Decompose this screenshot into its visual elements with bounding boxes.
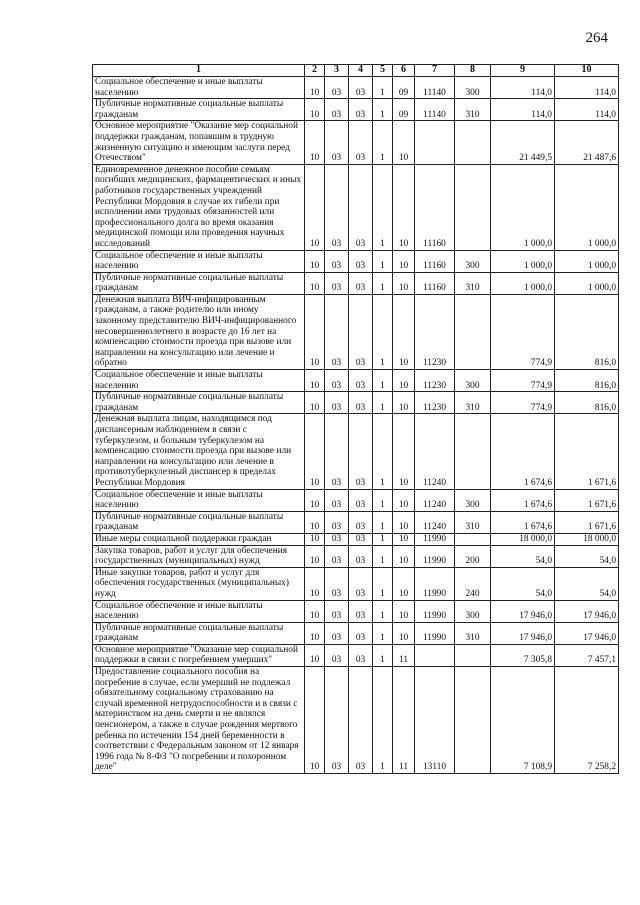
target-code: 11990 [415,622,455,644]
program-code: 03 [349,622,373,644]
column-header: 8 [455,65,491,77]
activity-code: 10 [393,392,415,414]
amount-year-2: 17 946,0 [555,600,619,622]
activity-code: 10 [393,272,415,294]
table-row [93,489,619,511]
amount-year-1: 774,9 [491,392,555,414]
amount-year-2: 114,0 [555,99,619,121]
section-code: 10 [305,294,325,369]
table-row [93,533,619,545]
amount-year-1: 1 674,6 [491,414,555,489]
column-header: 10 [555,65,619,77]
column-header: 2 [305,65,325,77]
row-name: Основное мероприятие "Оказание мер социальной поддержки в связи с погребением умерших" [93,644,305,666]
target-code: 11990 [415,600,455,622]
target-code: 11230 [415,370,455,392]
subsection-code: 03 [325,370,349,392]
expense-type-code [455,644,491,666]
column-header: 6 [393,65,415,77]
row-name: Публичные нормативные социальные выплаты гражданам [93,272,305,294]
subsection-code: 03 [325,489,349,511]
activity-code: 10 [393,294,415,369]
subprogram-code: 1 [373,250,393,272]
subprogram-code: 1 [373,567,393,600]
row-name: Социальное обеспечение и иные выплаты населению [93,77,305,99]
amount-year-2: 1 000,0 [555,250,619,272]
expense-type-code: 240 [455,567,491,600]
amount-year-2: 816,0 [555,294,619,369]
subprogram-code: 1 [373,414,393,489]
row-name: Публичные нормативные социальные выплаты гражданам [93,622,305,644]
activity-code: 10 [393,622,415,644]
target-code: 11160 [415,250,455,272]
program-code: 03 [349,272,373,294]
subsection-code: 03 [325,121,349,164]
subsection-code: 03 [325,272,349,294]
expense-type-code [455,121,491,164]
section-code: 10 [305,533,325,545]
table-row [93,164,619,250]
program-code: 03 [349,489,373,511]
amount-year-1: 18 000,0 [491,533,555,545]
section-code: 10 [305,511,325,533]
expense-type-code [455,667,491,774]
table-row [93,622,619,644]
row-name: Основное мероприятие "Оказание мер социальной поддержки гражданам, попавшим в трудную жизненную ситуацию и имеющим заслуги перед Отечеством" [93,121,305,164]
expense-type-code: 310 [455,622,491,644]
expense-type-code [455,533,491,545]
section-code: 10 [305,77,325,99]
subprogram-code: 1 [373,272,393,294]
header-row [93,65,619,77]
program-code: 03 [349,644,373,666]
expense-type-code: 300 [455,370,491,392]
program-code: 03 [349,250,373,272]
amount-year-1: 7 108,9 [491,667,555,774]
section-code: 10 [305,414,325,489]
program-code: 03 [349,164,373,250]
amount-year-2: 7 258,2 [555,667,619,774]
amount-year-1: 54,0 [491,567,555,600]
activity-code: 10 [393,164,415,250]
activity-code: 11 [393,644,415,666]
column-header: 9 [491,65,555,77]
program-code: 03 [349,370,373,392]
subprogram-code: 1 [373,622,393,644]
table-row [93,121,619,164]
subsection-code: 03 [325,164,349,250]
target-code: 11240 [415,489,455,511]
subsection-code: 03 [325,533,349,545]
section-code: 10 [305,667,325,774]
subsection-code: 03 [325,667,349,774]
row-name: Закупка товаров, работ и услуг для обеспечения государственных (муниципальных) нужд [93,545,305,567]
program-code: 03 [349,511,373,533]
target-code: 11140 [415,99,455,121]
section-code: 10 [305,99,325,121]
program-code: 03 [349,392,373,414]
program-code: 03 [349,600,373,622]
amount-year-2: 18 000,0 [555,533,619,545]
program-code: 03 [349,77,373,99]
target-code: 11990 [415,567,455,600]
amount-year-2: 17 946,0 [555,622,619,644]
amount-year-2: 1 671,6 [555,511,619,533]
row-name: Социальное обеспечение и иные выплаты населению [93,250,305,272]
amount-year-2: 7 457,1 [555,644,619,666]
row-name: Единовременное денежное пособие семьям погибших медицинских, фармацевтических и иных работников государственных учреждений Республики Мордовия в случае их гибели при исполнении ими трудовых обязанностей или профессионального долга во время оказания медицинской помощи или проведения научных исследований [93,164,305,250]
table-body [93,77,619,774]
expense-type-code: 300 [455,77,491,99]
amount-year-1: 774,9 [491,294,555,369]
subsection-code: 03 [325,250,349,272]
target-code: 13110 [415,667,455,774]
row-name: Публичные нормативные социальные выплаты гражданам [93,511,305,533]
column-header: 4 [349,65,373,77]
subsection-code: 03 [325,600,349,622]
activity-code: 10 [393,250,415,272]
table-row [93,370,619,392]
subprogram-code: 1 [373,99,393,121]
table-row [93,392,619,414]
subprogram-code: 1 [373,370,393,392]
row-name: Публичные нормативные социальные выплаты гражданам [93,99,305,121]
table-row [93,644,619,666]
amount-year-1: 1 674,6 [491,511,555,533]
target-code: 11230 [415,392,455,414]
expense-type-code: 300 [455,250,491,272]
subsection-code: 03 [325,294,349,369]
table-row [93,600,619,622]
amount-year-2: 816,0 [555,370,619,392]
expense-type-code: 310 [455,272,491,294]
amount-year-1: 17 946,0 [491,622,555,644]
amount-year-2: 1 000,0 [555,272,619,294]
section-code: 10 [305,567,325,600]
amount-year-1: 54,0 [491,545,555,567]
program-code: 03 [349,567,373,600]
subprogram-code: 1 [373,600,393,622]
expense-type-code: 300 [455,600,491,622]
subprogram-code: 1 [373,667,393,774]
subprogram-code: 1 [373,164,393,250]
amount-year-1: 1 000,0 [491,272,555,294]
row-name: Социальное обеспечение и иные выплаты населению [93,489,305,511]
amount-year-1: 21 449,5 [491,121,555,164]
target-code: 11230 [415,294,455,369]
subprogram-code: 1 [373,77,393,99]
section-code: 10 [305,164,325,250]
subsection-code: 03 [325,414,349,489]
row-name: Денежная выплата ВИЧ-инфицированным гражданам, а также родителю или иному законному представителю ВИЧ-инфицированного несовершеннолетнего в возрасте до 16 лет на компенсацию стоимости проезда при вызове или направлении на консультацию или лечение и обратно [93,294,305,369]
subsection-code: 03 [325,622,349,644]
table-row [93,272,619,294]
column-header: 5 [373,65,393,77]
subprogram-code: 1 [373,644,393,666]
table-row [93,511,619,533]
amount-year-2: 816,0 [555,392,619,414]
table-row [93,567,619,600]
section-code: 10 [305,121,325,164]
activity-code: 11 [393,667,415,774]
amount-year-2: 1 671,6 [555,489,619,511]
program-code: 03 [349,667,373,774]
program-code: 03 [349,99,373,121]
row-name: Предоставление социального пособия на погребение в случае, если умерший не подлежал обязательному социальному страхованию на случай временной нетрудоспособности и в связи с материнством на день смерти и не являлся пенсионером, а также в случае рождения мертвого ребенка по истечении 154 дней беременности в соответствии с Федеральным законом от 12 января 1996 года № 8-ФЗ "О погребении и похоронном деле" [93,667,305,774]
row-name: Социальное обеспечение и иные выплаты населению [93,370,305,392]
activity-code: 10 [393,533,415,545]
activity-code: 10 [393,489,415,511]
section-code: 10 [305,489,325,511]
subsection-code: 03 [325,644,349,666]
subsection-code: 03 [325,392,349,414]
amount-year-2: 114,0 [555,77,619,99]
subprogram-code: 1 [373,392,393,414]
amount-year-1: 114,0 [491,99,555,121]
activity-code: 09 [393,99,415,121]
row-name: Социальное обеспечение и иные выплаты населению [93,600,305,622]
program-code: 03 [349,533,373,545]
activity-code: 10 [393,600,415,622]
table-row [93,667,619,774]
target-code [415,644,455,666]
target-code: 11240 [415,414,455,489]
section-code: 10 [305,370,325,392]
amount-year-2: 1 671,6 [555,414,619,489]
section-code: 10 [305,600,325,622]
amount-year-1: 1 674,6 [491,489,555,511]
table-row [93,99,619,121]
expense-type-code: 200 [455,545,491,567]
subprogram-code: 1 [373,294,393,369]
program-code: 03 [349,294,373,369]
target-code [415,121,455,164]
section-code: 10 [305,622,325,644]
program-code: 03 [349,121,373,164]
subprogram-code: 1 [373,121,393,164]
amount-year-2: 54,0 [555,567,619,600]
subprogram-code: 1 [373,489,393,511]
subprogram-code: 1 [373,511,393,533]
target-code: 11990 [415,533,455,545]
activity-code: 10 [393,545,415,567]
amount-year-2: 54,0 [555,545,619,567]
program-code: 03 [349,545,373,567]
amount-year-2: 21 487,6 [555,121,619,164]
page-number: 264 [585,30,608,46]
table-row [93,545,619,567]
target-code: 11990 [415,545,455,567]
column-header: 7 [415,65,455,77]
table-row [93,414,619,489]
expense-type-code [455,414,491,489]
expense-type-code: 300 [455,489,491,511]
target-code: 11240 [415,511,455,533]
expense-type-code [455,294,491,369]
activity-code: 10 [393,511,415,533]
activity-code: 10 [393,370,415,392]
row-name: Денежная выплата лицам, находящимся под диспансерным наблюдением в связи с туберкулезом, и больным туберкулезом на компенсацию стоимости проезда при вызове или направлении на консультацию или лечение в противотуберкулезный диспансер в пределах Республики Мордовия [93,414,305,489]
row-name: Иные закупки товаров, работ и услуг для обеспечения государственных (муниципальных) нужд [93,567,305,600]
activity-code: 10 [393,414,415,489]
subsection-code: 03 [325,545,349,567]
amount-year-1: 17 946,0 [491,600,555,622]
subsection-code: 03 [325,77,349,99]
section-code: 10 [305,250,325,272]
expense-type-code: 310 [455,511,491,533]
row-name: Публичные нормативные социальные выплаты гражданам [93,392,305,414]
budget-table [92,64,619,774]
subprogram-code: 1 [373,545,393,567]
column-header: 1 [93,65,305,77]
amount-year-1: 114,0 [491,77,555,99]
amount-year-1: 1 000,0 [491,250,555,272]
row-name: Иные меры социальной поддержки граждан [93,533,305,545]
program-code: 03 [349,414,373,489]
table-row [93,77,619,99]
amount-year-1: 774,9 [491,370,555,392]
expense-type-code: 310 [455,99,491,121]
expense-type-code [455,164,491,250]
amount-year-2: 1 000,0 [555,164,619,250]
section-code: 10 [305,545,325,567]
table-row [93,250,619,272]
activity-code: 10 [393,567,415,600]
expense-type-code: 310 [455,392,491,414]
activity-code: 09 [393,77,415,99]
target-code: 11160 [415,272,455,294]
table-header [93,65,619,77]
subsection-code: 03 [325,511,349,533]
target-code: 11140 [415,77,455,99]
table-row [93,294,619,369]
section-code: 10 [305,392,325,414]
section-code: 10 [305,272,325,294]
amount-year-1: 7 305,8 [491,644,555,666]
activity-code: 10 [393,121,415,164]
amount-year-1: 1 000,0 [491,164,555,250]
column-header: 3 [325,65,349,77]
target-code: 11160 [415,164,455,250]
section-code: 10 [305,644,325,666]
subsection-code: 03 [325,99,349,121]
subsection-code: 03 [325,567,349,600]
subprogram-code: 1 [373,533,393,545]
